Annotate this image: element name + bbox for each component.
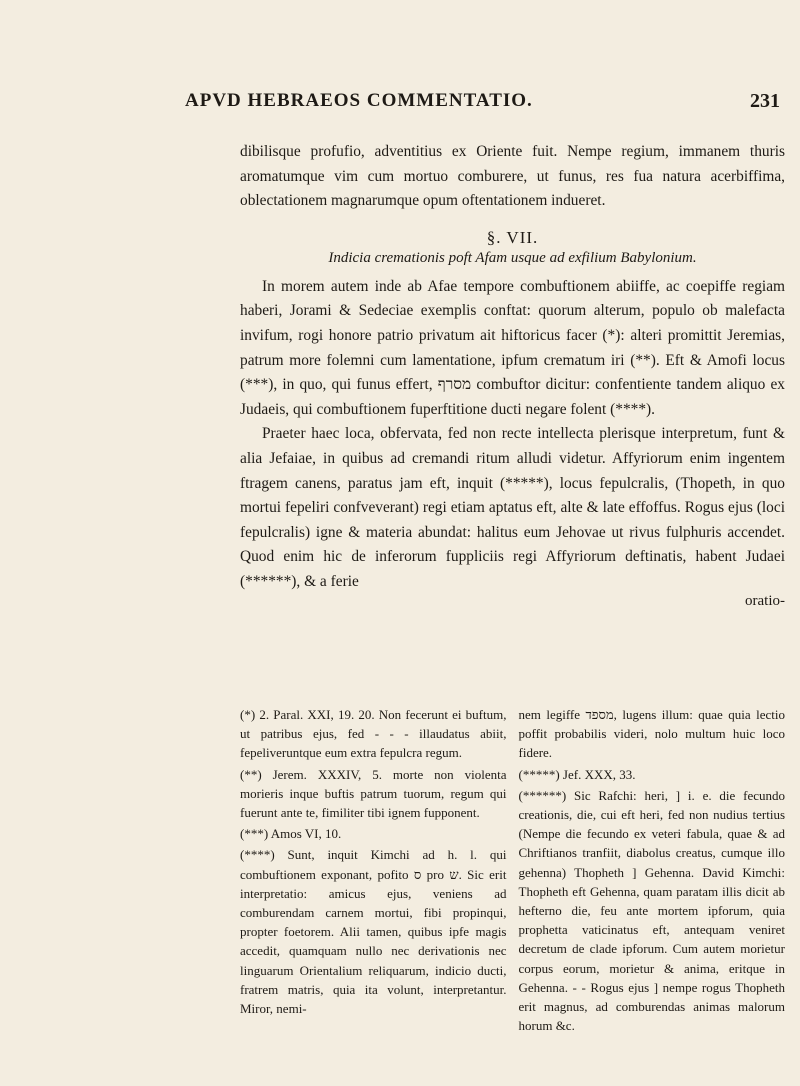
paragraph-1: In morem autem inde ab Afae tempore combuftionem abiiffe, ac coepiffe regiam haberi, Jorami & Sedeciae exemplis conftat: quorum alterum, populo ob malefacta invifum, rogi honore patrio privatum ait hiftoricus facer (*): alteri promittit Jeremias, patrum more folemni cum lamentatione, ipfum crematum iri (**). Eft & Amofi locus (***), in quo, qui funus effert, מסרף combuftor dicitur: confentiente tandem aliquo ex Judaeis, qui combuftionem fuperftitione ducti negare folent (****).	[240, 277, 785, 418]
running-title: APVD HEBRAEOS COMMENTATIO.	[185, 90, 533, 111]
footnote: (*) 2. Paral. XXI, 19. 20. Non fecerunt ei buftum, ut patribus ejus, fed - - - illaudatus abiit, fepeliveruntque eum extra fepulcra regum.	[240, 707, 507, 761]
footnotes	[240, 705, 785, 1037]
footnotes-left-column	[240, 705, 507, 1037]
page-number: 231	[750, 90, 780, 112]
section-subtitle: Indicia cremationis poft Afam usque ad exfilium Babylonium.	[328, 249, 697, 266]
page-header	[185, 90, 780, 120]
footnote: (***) Amos VI, 10.	[240, 826, 342, 842]
footnotes-right-column	[519, 705, 786, 1037]
main-text	[240, 140, 785, 610]
footnote: (*****) Jef. XXX, 33.	[518, 766, 636, 782]
footnote: nem legiffe מספד, lugens illum: quae quia lectio poffit probabilis videri, nolo multum huic loco fidere.	[518, 707, 785, 761]
paragraph-2: Praeter haec loca, obfervata, fed non recte intellecta plerisque interpretum, funt & alia Jefaiae, in quibus ad cremandi ritum alludi videtur. Affyriorum enim ingentem ftragem canens, paratus jam eft, inquit (*****), locus fepulcralis, (Thopeth, in quo mortui fepeliri confveverant) regi etiam aptatus eft, alte & late effoffus. Rogus ejus (loci fepulcralis) igne & materia abundat: halitus eum Jehovae ut rivus fulphuris accendet. Quod enim hic de inferorum fuppliciis regi Affyriorum deftinatis, habent Judaei (******), & a ferie	[240, 425, 785, 590]
paragraph-intro: dibilisque profufio, adventitius ex Oriente fuit. Nempe regium, immanem thuris aromatumque vim cum mortuo comburere, ut funus, res fua natura acerbiffima, oblectationem magnarumque opum oftentationem indueret.	[240, 143, 785, 210]
footnote: (****) Sunt, inquit Kimchi ad h. l. qui combuftionem exponant, pofito ס pro ש. Sic erit interpretatio: amicus ejus, veniens ad comburendam carnem mortui, fibi propinqui, propter foetorem. Alii tamen, quibus ipfe magis accedit, quamquam nullo nec derivationis nec linguarum Orientalium reliquarum, indicio ducti, fratrem matris, quia ita volunt, interpretantur. Miror, nemi-	[240, 847, 507, 1017]
catchword: oratio-	[745, 592, 785, 609]
footnote: (**) Jerem. XXXIV, 5. morte non violenta morieris inque buftis patrum tuorum, regum qui fuerunt ante te, fimiliter tibi ignem fupponent.	[240, 766, 507, 821]
footnote: (******) Sic Rafchi: heri, ] i. e. die fecundo creationis, die, cui eft heri, fed non nudius tertius (Nempe die fecundo ex veteri fabula, quae & ad Chriftianos tranfiit, diabolus creatus, cumque illo gehenna) Thopheth ] Gehenna. David Kimchi: Thopheth eft Gehenna, quam paratam illis dicit ab hefterno die, feu ante mortem ipforum, quia prophetta vaticinatus eft, antequam veniret decretum de clade ipforum. Cum autem morietur corpus eorum, morietur & anima, eritque in Gehenna. - - Rogus ejus ] nempe rogus Thopheth erit magnus, ad comburendas animas malorum horum &c.	[518, 787, 785, 1034]
section-label: §. VII.	[486, 227, 539, 247]
